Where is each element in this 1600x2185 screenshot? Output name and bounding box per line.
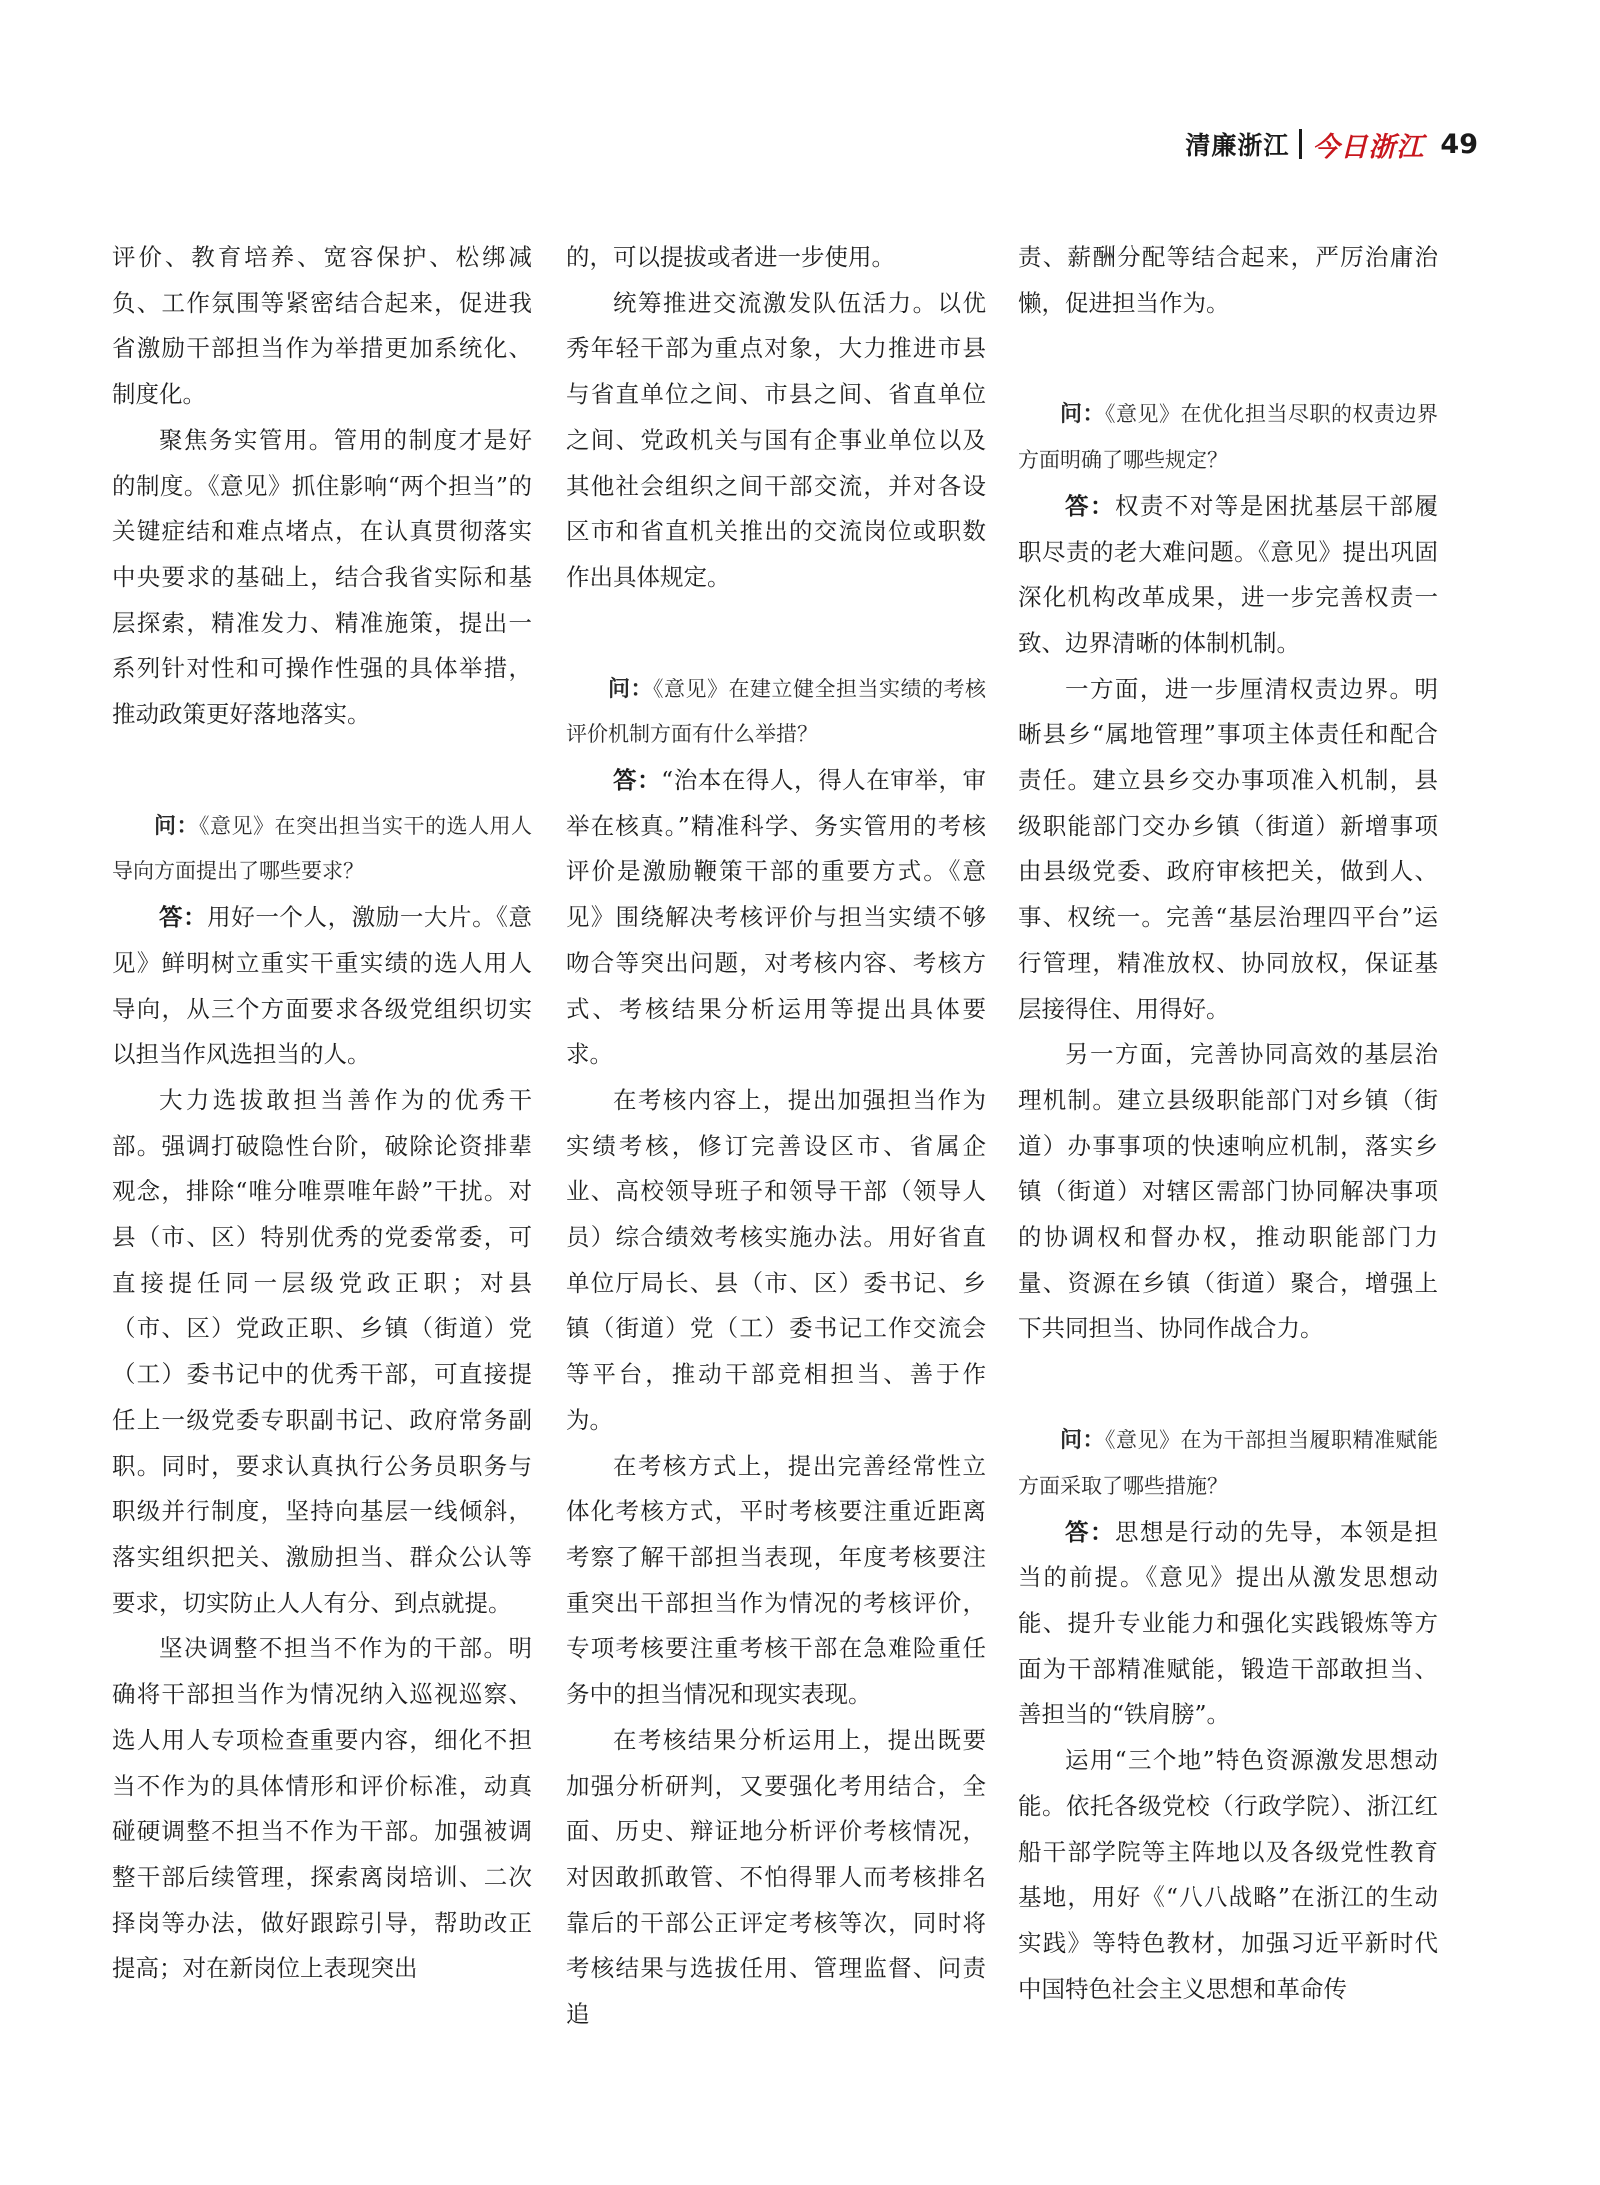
question-label: 问：: [608, 676, 653, 702]
answer: [112, 895, 532, 1078]
question-text: 《意见》在突出担当实干的选人用人导向方面提出了哪些要求？: [112, 813, 532, 884]
question-text: 《意见》在建立健全担当实绩的考核评价机制方面有什么举措？: [566, 676, 986, 747]
answer-label: 答：: [159, 903, 208, 932]
answer-text: “治本在得人，得人在审举，审举在核真。”精准科学、务实管用的考核评价是激励鞭策干部的重要方式。《意见》围绕解决考核评价与担当实绩不够吻合等突出问题，对考核内容、考核方式、考核结果分析运用等提出具体要求。: [566, 766, 987, 1069]
question-label: 问：: [154, 813, 199, 839]
page-number: 49: [1440, 128, 1478, 160]
answer-label: 答：: [613, 766, 662, 795]
paragraph: 大力选拔敢担当善作为的优秀干部。强调打破隐性台阶，破除论资排辈观念，排除“唯分唯票唯年龄”干扰。对县（市、区）特别优秀的党委常委，可直接提任同一层级党政正职；对县（市、区）党政正职、乡镇（街道）党（工）委书记中的优秀干部，可直接提任上一级党委专职副书记、政府常务副职。同时，要求认真执行公务员职务与职级并行制度，坚持向基层一线倾斜，落实组织把关、激励担当、群众公认等要求，切实防止人人有分、到点就提。: [112, 1085, 532, 1617]
paragraph: 聚焦务实管用。管用的制度才是好的制度。《意见》抓住影响“两个担当”的关键症结和难点堵点，在认真贯彻落实中央要求的基础上，结合我省实际和基层探索，精准发力、精准施策，提出一系列针对性和可操作性强的具体举措，推动政策更好落地落实。: [112, 425, 532, 729]
answer: [1018, 1510, 1438, 1739]
question: [566, 667, 986, 758]
answer: [566, 758, 986, 1078]
answer-text: 思想是行动的先导，本领是担当的前提。《意见》提出从激发思想动能、提升专业能力和强化实践锻炼等方面为干部精准赋能，锻造干部敢担当、善担当的“铁肩膀”。: [1018, 1517, 1439, 1729]
paragraph: 另一方面，完善协同高效的基层治理机制。建立县级职能部门对乡镇（街道）办事事项的快速响应机制，落实乡镇（街道）对辖区需部门协同解决事项的协调权和督办权，推动职能部门力量、资源在乡镇（街道）聚合，增强上下共同担当、协同作战合力。: [1018, 1040, 1438, 1343]
paragraph: 在考核方式上，提出完善经常性立体化考核方式，平时考核要注重近距离考察了解干部担当表现，年度考核要注重突出干部担当作为情况的考核评价，专项考核要注重考核干部在急难险重任务中的担当情况和现实表现。: [566, 1451, 986, 1709]
question: [1018, 392, 1438, 483]
text-column-1: [112, 235, 532, 1992]
paragraph: 在考核结果分析运用上，提出既要加强分析研判，又要强化考用结合，全面、历史、辩证地分析评价考核情况，对因敢抓敢管、不怕得罪人而考核排名靠后的干部公正评定考核等次，同时将考核结果与选拔任用、管理监督、问责追: [566, 1725, 986, 2029]
header-divider: [1299, 129, 1302, 159]
text-column-3: [1018, 235, 1438, 2012]
section-title: 清廉浙江: [1185, 131, 1290, 160]
answer-label: 答：: [1065, 1517, 1115, 1546]
paragraph: 统筹推进交流激发队伍活力。以优秀年轻干部为重点对象，大力推进市县与省直单位之间、市县之间、省直单位之间、党政机关与国有企事业单位以及其他社会组织之间干部交流，并对各设区市和省直机关推出的交流岗位或职数作出具体规定。: [566, 288, 986, 591]
question-label: 问：: [1060, 1428, 1105, 1454]
answer-text: 用好一个人，激励一大片。《意见》鲜明树立重实干重实绩的选人用人导向，从三个方面要求各级党组织切实以担当作风选担当的人。: [112, 903, 533, 1069]
paragraph: 的，可以提拔或者进一步使用。: [566, 243, 895, 271]
magazine-logo: 今日浙江: [1312, 131, 1425, 163]
paragraph: 坚决调整不担当不作为的干部。明确将干部担当作为情况纳入巡视巡察、选人用人专项检查重要内容，细化不担当不作为的具体情形和评价标准，动真碰硬调整不担当不作为干部。加强被调整干部后续管理，探索离岗培训、二次择岗等办法，做好跟踪引导，帮助改正提高；对在新岗位上表现突出: [112, 1634, 532, 1983]
paragraph: 责、薪酬分配等结合起来，严厉治庸治懒，促进担当作为。: [1018, 243, 1438, 317]
text-column-2: [566, 235, 986, 2038]
page-header: [1185, 122, 1478, 166]
paragraph: 在考核内容上，提出加强担当作为实绩考核，修订完善设区市、省属企业、高校领导班子和领导干部（领导人员）综合绩效考核实施办法。用好省直单位厅局长、县（市、区）委书记、乡镇（街道）党（工）委书记工作交流会等平台，推动干部竞相担当、善于作为。: [566, 1085, 986, 1434]
paragraph: 运用“三个地”特色资源激发思想动能。依托各级党校（行政学院）、浙江红船干部学院等主阵地以及各级党性教育基地，用好《“八八战略”在浙江的生动实践》等特色教材，加强习近平新时代中国特色社会主义思想和革命传: [1018, 1746, 1438, 2003]
question-text: 《意见》在优化担当尽职的权责边界方面明确了哪些规定？: [1018, 402, 1438, 473]
question-text: 《意见》在为干部担当履职精准赋能方面采取了哪些措施？: [1018, 1428, 1438, 1498]
paragraph: 评价、教育培养、宽容保护、松绑减负、工作氛围等紧密结合起来，促进我省激励干部担当作为举措更加系统化、制度化。: [112, 243, 532, 409]
question-label: 问：: [1060, 402, 1105, 428]
question: [112, 804, 532, 895]
answer: [1018, 484, 1438, 667]
paragraph: 一方面，进一步厘清权责边界。明晰县乡“属地管理”事项主体责任和配合责任。建立县乡交办事项准入机制，县级职能部门交办乡镇（街道）新增事项由县级党委、政府审核把关，做到人、事、权统一。完善“基层治理四平台”运行管理，精准放权、协同放权，保证基层接得住、用得好。: [1018, 674, 1438, 1023]
answer-text: 权责不对等是困扰基层干部履职尽责的老大难问题。《意见》提出巩固深化机构改革成果，进一步完善权责一致、边界清晰的体制机制。: [1018, 491, 1439, 657]
answer-label: 答：: [1065, 491, 1115, 520]
question: [1018, 1418, 1438, 1509]
